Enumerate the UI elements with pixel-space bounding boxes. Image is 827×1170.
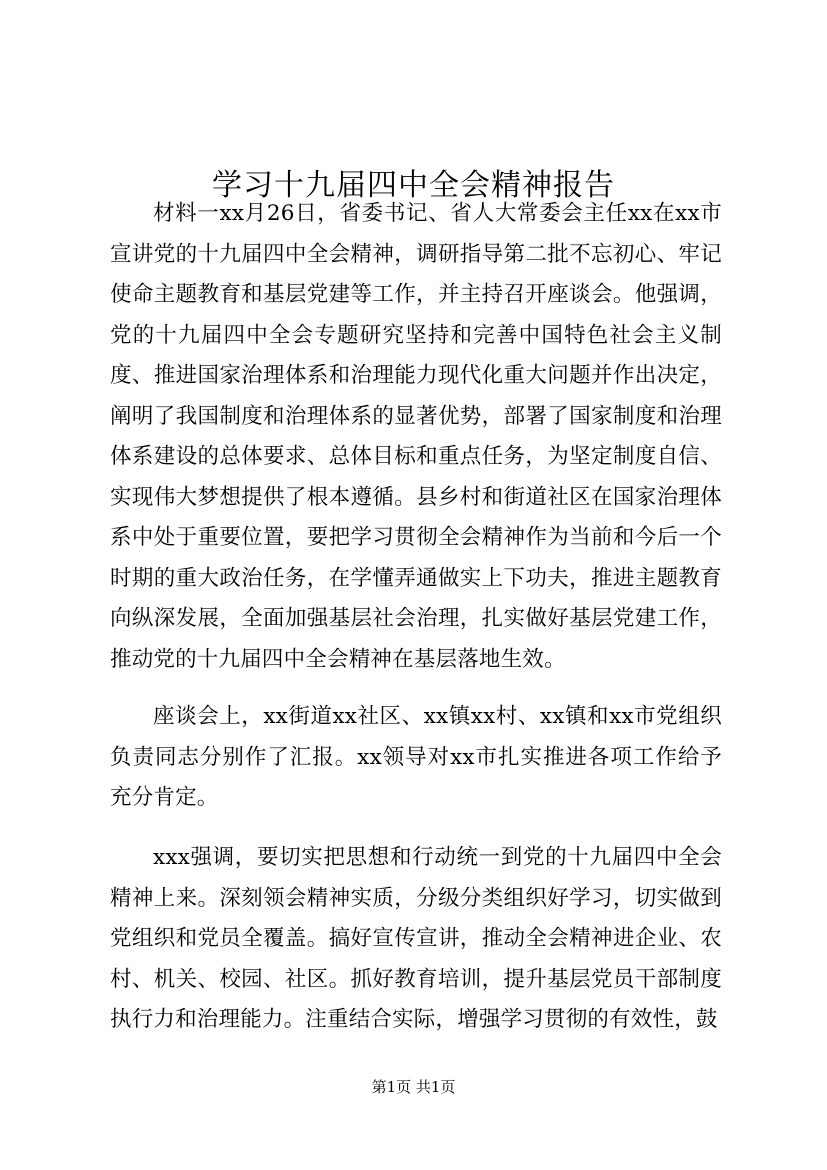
paragraph-3: xxx强调，要切实把思想和行动统一到党的十九届四中全会精神上来。深刻领会精神实质，分级分类组织好学习，切实做到党组织和党员全覆盖。搞好宣传宣讲，推动全会精神进企业、农村、机关、校园、社区。抓好教育培训，提升基层党员干部制度执行力和治理能力。注重结合实际，增强学习贯彻的有效性，鼓 xyxy=(110,845,722,1032)
paragraph-2: 座谈会上，xx街道xx社区、xx镇xx村、xx镇和xx市党组织负责同志分别作了汇报。xx领导对xx市扎实推进各项工作给予充分肯定。 xyxy=(110,704,722,810)
page-number-footer: 第1页 共1页 xyxy=(371,1078,456,1096)
paragraph-1: 材料一xx月26日，省委书记、省人大常委会主任xx在xx市宣讲党的十九届四中全会精神，调研指导第二批不忘初心、牢记使命主题教育和基层党建等工作，并主持召开座谈会。他强调，党的十九届四中全会专题研究坚持和完善中国特色社会主义制度、推进国家治理体系和治理能力现代化重大问题并作出决定，阐明了我国制度和治理体系的显著优势，部署了国家制度和治理体系建设的总体要求、总体目标和重点任务，为坚定制度自信、实现伟大梦想提供了根本遵循。县乡村和街道社区在国家治理体系中处于重要位置，要把学习贯彻全会精神作为当前和今后一个时期的重大政治任务，在学懂弄通做实上下功夫，推进主题教育向纵深发展，全面加强基层社会治理，扎实做好基层党建工作，推动党的十九届四中全会精神在基层落地生效。 xyxy=(110,201,722,672)
document-title: 学习十九届四中全会精神报告 xyxy=(212,168,615,204)
